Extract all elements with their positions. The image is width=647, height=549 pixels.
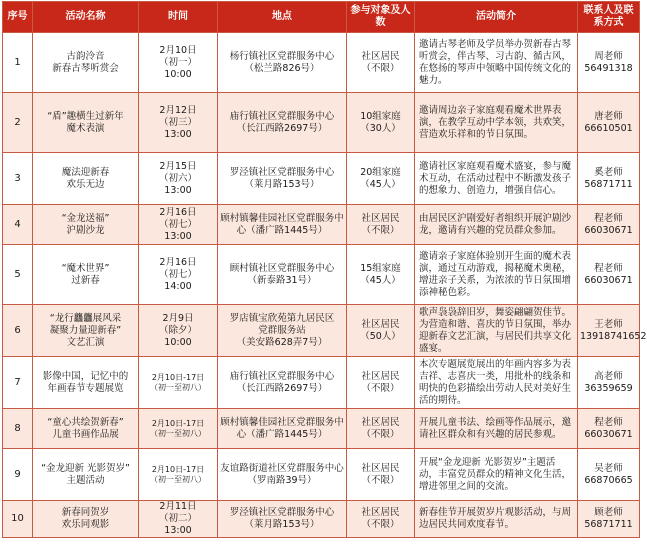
activity-time: 2月16日 （初七） 14:00 <box>139 245 218 305</box>
header-location: 地点 <box>218 2 347 33</box>
table-row <box>3 33 640 93</box>
activity-audience: 社区居民 （不限） <box>347 449 415 501</box>
activity-name: “盾”趣横生过新年 魔术表演 <box>33 93 139 153</box>
activity-description: 新春佳节开展贺岁片观影活动，与周边居民共同欢度春节。 <box>415 501 578 538</box>
table-row <box>3 409 640 449</box>
row-index: 1 <box>3 33 33 93</box>
activity-audience: 社区居民 （不限） <box>347 205 415 245</box>
row-index: 2 <box>3 93 33 153</box>
activity-contact: 王老师 13918741652 <box>578 305 640 357</box>
activity-time: 2月15日 （初六） 13:00 <box>139 153 218 205</box>
table-row <box>3 93 640 153</box>
header-activity-name: 活动名称 <box>33 2 139 33</box>
activity-contact: 程老师 66030671 <box>578 245 640 305</box>
row-index: 10 <box>3 501 33 538</box>
activity-time: 2月10日-17日 （初一至初八） <box>139 449 218 501</box>
activity-name: “魔术世界” 过新春 <box>33 245 139 305</box>
activity-name: 影像中国，记忆中的 年画春节专题展览 <box>33 357 139 409</box>
activity-description: 邀请亲子家庭体验别开生面的魔术表演，通过互动游戏，揭秘魔术奥秘，增进亲子关系，为浓浓的节日氛围增添神秘色彩。 <box>415 245 578 305</box>
activity-name: “龙行龘龘展风采 凝聚力量迎新春” 文艺汇演 <box>33 305 139 357</box>
activity-contact: 程老师 66030671 <box>578 409 640 449</box>
activity-name: “金龙迎新 光影贺岁” 主题活动 <box>33 449 139 501</box>
activity-audience: 社区居民 （不限） <box>347 409 415 449</box>
activity-description: 歌声袅袅辞旧岁，舞姿翩翩贺佳节。为营造和谐、喜庆的节日氛围，举办迎新春文艺汇演，与居民们共享文化盛宴。 <box>415 305 578 357</box>
row-index: 3 <box>3 153 33 205</box>
header-contact: 联系人及联系方式 <box>578 2 640 33</box>
activity-audience: 15组家庭 （45人） <box>347 245 415 305</box>
activity-name: 古韵泠音 新春古琴听赏会 <box>33 33 139 93</box>
activity-contact: 吴老师 66870665 <box>578 449 640 501</box>
activity-location: 罗泾镇社区党群服务中心 （莱月路153号） <box>218 153 347 205</box>
activity-description: 开展儿童书法、绘画等作品展示，邀请社区群众和有兴趣的居民参观。 <box>415 409 578 449</box>
activity-name: “金龙送福” 沪剧沙龙 <box>33 205 139 245</box>
events-table <box>2 1 647 538</box>
header-row <box>3 2 640 33</box>
activity-time: 2月10日-17日 （初一至初八） <box>139 409 218 449</box>
activity-time: 2月10日-17日 （初一至初八） <box>139 357 218 409</box>
activity-name: 魔法迎新春 欢乐无边 <box>33 153 139 205</box>
activity-audience: 社区居民 （不限） <box>347 357 415 409</box>
activity-description: 邀请周边亲子家庭观看魔术世界表演，在教学互动中学本领，共欢笑，营造欢乐祥和的节日氛围。 <box>415 93 578 153</box>
table-row <box>3 245 640 305</box>
activity-contact: 唐老师 66610501 <box>578 93 640 153</box>
activity-time: 2月12日 （初三） 13:00 <box>139 93 218 153</box>
header-description: 活动简介 <box>415 2 578 33</box>
activity-contact: 奚老师 56871711 <box>578 153 640 205</box>
table-row <box>3 501 640 538</box>
activity-location: 庙行镇社区党群服务中心 （长江西路2697号） <box>218 93 347 153</box>
activity-audience: 社区居民 （不限） <box>347 33 415 93</box>
activity-audience: 10组家庭 （30人） <box>347 93 415 153</box>
table-row <box>3 305 640 357</box>
activity-description: 本次专题展览展出的年画内容多为表吉祥、志喜庆一类，用批朴的线条和明快的色彩描绘出劳动人民对美好生活的期待。 <box>415 357 578 409</box>
table-row <box>3 449 640 501</box>
activity-location: 庙行镇社区党群服务中心 （长江西路2697号） <box>218 357 347 409</box>
activity-location: 顾村镇馨佳园社区党群服务中心（潘广路1445号） <box>218 205 347 245</box>
activity-location: 友谊路街道社区党群服务中心 （罗南路39号） <box>218 449 347 501</box>
activity-name: “童心共绘贺新春” 儿童书画作品展 <box>33 409 139 449</box>
activity-description: 开展“金龙迎新 光影贺岁”主题活动，丰富党员群众的精神文化生活，增进邻里之间的交流。 <box>415 449 578 501</box>
activity-location: 顾村镇社区党群服务中心 （新泰路31号） <box>218 245 347 305</box>
activity-time: 2月10日 （初一） 10:00 <box>139 33 218 93</box>
header-time: 时间 <box>139 2 218 33</box>
activity-contact: 程老师 66030671 <box>578 205 640 245</box>
activity-contact: 周老师 56491318 <box>578 33 640 93</box>
header-index: 序号 <box>3 2 33 33</box>
activity-location: 罗店镇宝欣苑第九居民区 党群服务站 （美安路628弄7号） <box>218 305 347 357</box>
activity-audience: 20组家庭 （45人） <box>347 153 415 205</box>
table-row <box>3 205 640 245</box>
header-audience: 参与对象及人数 <box>347 2 415 33</box>
activity-audience: 社区居民 （50人） <box>347 305 415 357</box>
activity-time: 2月16日 （初七） 13:00 <box>139 205 218 245</box>
activity-name: 新春同贺岁 欢乐同观影 <box>33 501 139 538</box>
activity-location: 顾村镇馨佳园社区党群服务中心（潘广路1445号） <box>218 409 347 449</box>
row-index: 7 <box>3 357 33 409</box>
table-row <box>3 153 640 205</box>
table-row <box>3 357 640 409</box>
table-header <box>3 2 640 33</box>
row-index: 6 <box>3 305 33 357</box>
activity-time: 2月11日 （初二） 13:00 <box>139 501 218 538</box>
activity-location: 杨行镇社区党群服务中心 （松兰路826号） <box>218 33 347 93</box>
activity-description: 邀请社区家庭观看魔术盛宴，参与魔术互动，在活动过程中不断激发孩子的想象力、创造力，增强自信心。 <box>415 153 578 205</box>
activity-location: 罗泾镇社区党群服务中心 （莱月路153号） <box>218 501 347 538</box>
row-index: 5 <box>3 245 33 305</box>
activity-contact: 顾老师 56871711 <box>578 501 640 538</box>
row-index: 9 <box>3 449 33 501</box>
row-index: 8 <box>3 409 33 449</box>
activity-description: 由居民区沪剧爱好者组织开展沪剧沙龙，邀请有兴趣的党员群众参加。 <box>415 205 578 245</box>
activity-time: 2月9日 （除夕） 10:00 <box>139 305 218 357</box>
activity-audience: 社区居民 （不限） <box>347 501 415 538</box>
row-index: 4 <box>3 205 33 245</box>
activity-description: 邀请古琴老师及学员举办贺新春古琴听赏会，伴古琴、习古韵、循古风，在悠扬的琴声中领略中国传统文化的魅力。 <box>415 33 578 93</box>
activity-contact: 高老师 36359659 <box>578 357 640 409</box>
table-body <box>3 33 647 538</box>
